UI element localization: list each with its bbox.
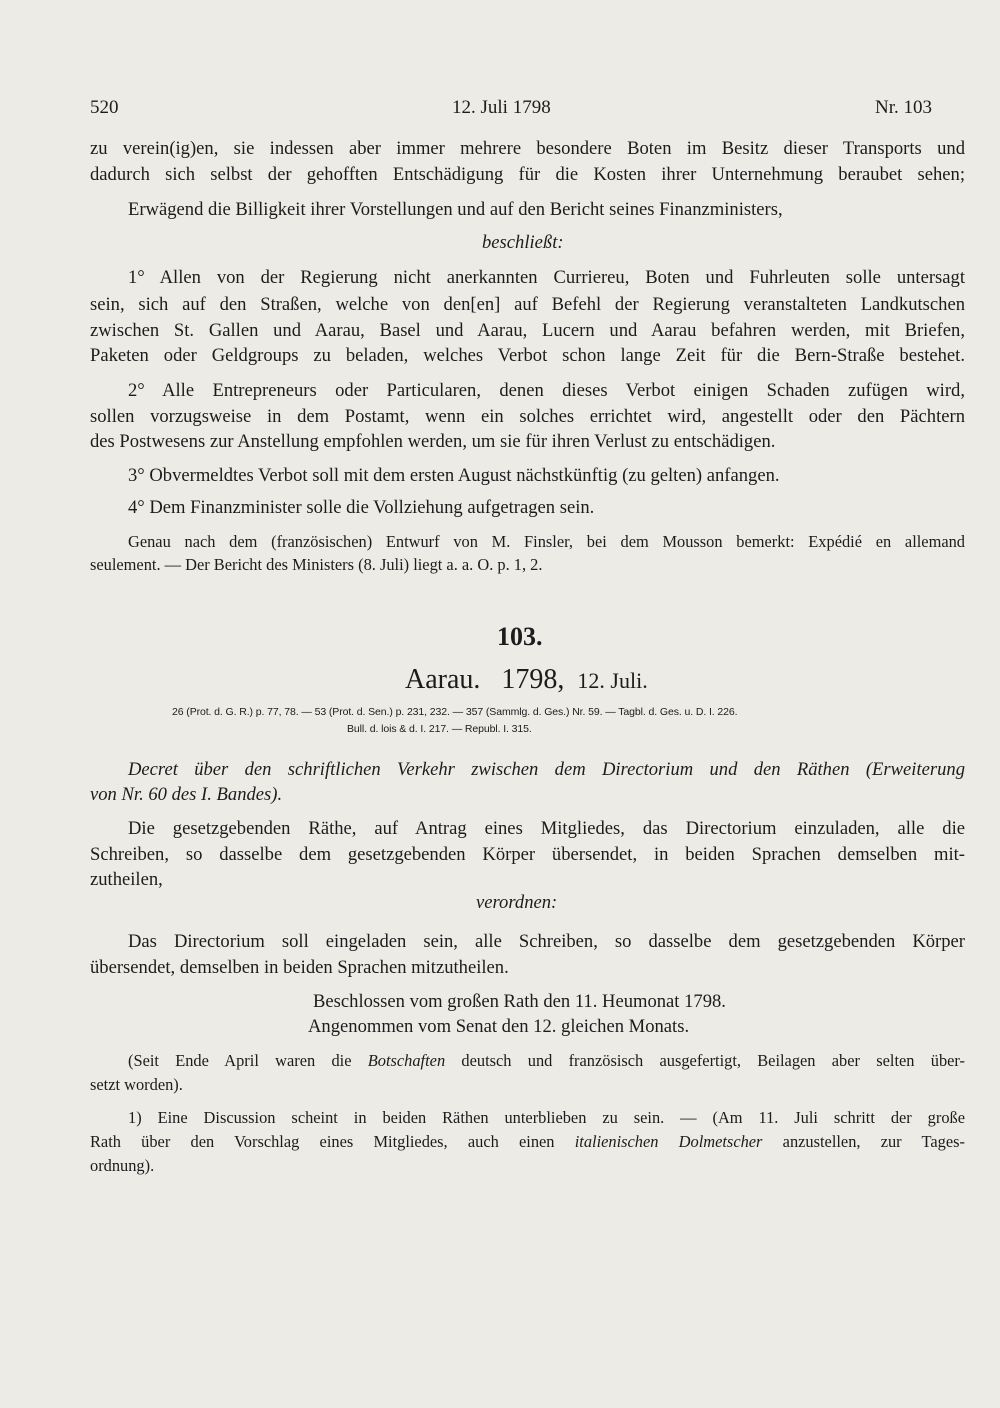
editorial-note-line: Genau nach dem (französischen) Entwurf von M. Finsler, bei dem Mousson bemerkt: Expédié en allemand <box>128 532 965 551</box>
document-title-line: Decret über den schriftlichen Verkehr zwischen dem Directorium und den Räthen (Erweiterung <box>128 759 965 780</box>
body-line: Das Directorium soll eingeladen sein, alle Schreiben, so dasselbe dem gesetzgebenden Körper <box>128 931 965 952</box>
text-line: dadurch sich selbst der gehofften Entschädigung für die Kosten ihrer Unternehmung beraubet sehen; <box>90 164 965 185</box>
source-line: 26 (Prot. d. G. R.) p. 77, 78. — 53 (Prot. d. Sen.) p. 231, 232. — 357 (Sammlg. d. Ges.) Nr. 59. — Tagbl. d. Ges. u. D. I. 226. <box>172 706 738 718</box>
remark-line: (Seit Ende April waren die Botschaften deutsch und französisch ausgefertigt, Beilagen aber selten über- <box>128 1051 965 1070</box>
text-line: zu verein(ig)en, sie indessen aber immer mehrere besondere Boten im Besitz dieser Transports und <box>90 138 965 159</box>
document-number: 103. <box>497 622 543 651</box>
doc-ref: Nr. 103 <box>875 97 932 118</box>
article-1-line: zwischen St. Gallen und Aarau, Basel und Aarau, Lucern und Aarau befahren werden, mit Briefen, <box>90 320 965 341</box>
editorial-note-line: seulement. — Der Bericht des Ministers (8. Juli) liegt a. a. O. p. 1, 2. <box>90 555 543 574</box>
intro-line: zutheilen, <box>90 869 163 890</box>
intro-line: Die gesetzgebenden Räthe, auf Antrag eines Mitgliedes, das Directorium einzuladen, alle die <box>128 818 965 839</box>
closing-line: Angenommen vom Senat den 12. gleichen Monats. <box>308 1016 690 1037</box>
article-1-line: Paketen oder Geldgroups zu beladen, welches Verbot schon lange Zeit für die Bern-Straße bestehet. <box>90 345 965 366</box>
article-4: 4° Dem Finanzminister solle die Vollziehung aufgetragen sein. <box>128 497 595 518</box>
footnote-line: Rath über den Vorschlag eines Mitgliedes, auch einen italienischen Dolmetscher anzustellen, zur Tages- <box>90 1132 965 1151</box>
remark-line: setzt worden). <box>90 1075 183 1094</box>
article-3: 3° Obvermeldtes Verbot soll mit dem ersten August nächstkünftig (zu gelten) anfangen. <box>128 465 780 486</box>
article-2-line: des Postwesens zur Anstellung empfohlen werden, um sie für ihren Verlust zu entschädigen. <box>90 431 776 452</box>
document-place-date <box>405 664 648 696</box>
footnote-line: 1) Eine Discussion scheint in beiden Räthen unterblieben zu sein. — (Am 11. Juli schritt der große <box>128 1108 965 1127</box>
article-2-line: sollen vorzugsweise in dem Postamt, wenn ein solches errichtet wird, angestellt oder den Pächtern <box>90 406 965 427</box>
source-line: Bull. d. lois & d. I. 217. — Republ. I. 315. <box>347 723 532 735</box>
resolution-word: beschließt: <box>482 232 564 253</box>
closing-line: Beschlossen vom großen Rath den 11. Heumonat 1798. <box>313 991 726 1012</box>
year: 1798, <box>501 664 565 695</box>
document-title-line: von Nr. 60 des I. Bandes). <box>90 784 283 805</box>
article-1-line: sein, sich auf den Straßen, welche von den[en] auf Befehl der Regierung veranstalteten Landkutschen <box>90 294 965 315</box>
text-line: Erwägend die Billigkeit ihrer Vorstellungen und auf den Bericht seines Finanzministers, <box>128 199 783 220</box>
body-line: übersendet, demselben in beiden Sprachen mitzutheilen. <box>90 957 509 978</box>
page-number: 520 <box>90 97 119 118</box>
article-1-line: 1° Allen von der Regierung nicht anerkannten Curriereu, Boten und Fuhrleuten solle untersagt <box>128 267 965 288</box>
footnote-line: ordnung). <box>90 1156 155 1175</box>
running-date: 12. Juli 1798 <box>452 97 551 118</box>
article-2-line: 2° Alle Entrepreneurs oder Particularen, denen dieses Verbot einigen Schaden zufügen wird, <box>128 380 965 401</box>
day: 12. Juli. <box>577 668 648 693</box>
resolution-word: verordnen: <box>476 892 558 913</box>
place-name: Aarau. <box>405 664 481 695</box>
intro-line: Schreiben, so dasselbe dem gesetzgebenden Körper übersendet, in beiden Sprachen demselben mit- <box>90 844 965 865</box>
